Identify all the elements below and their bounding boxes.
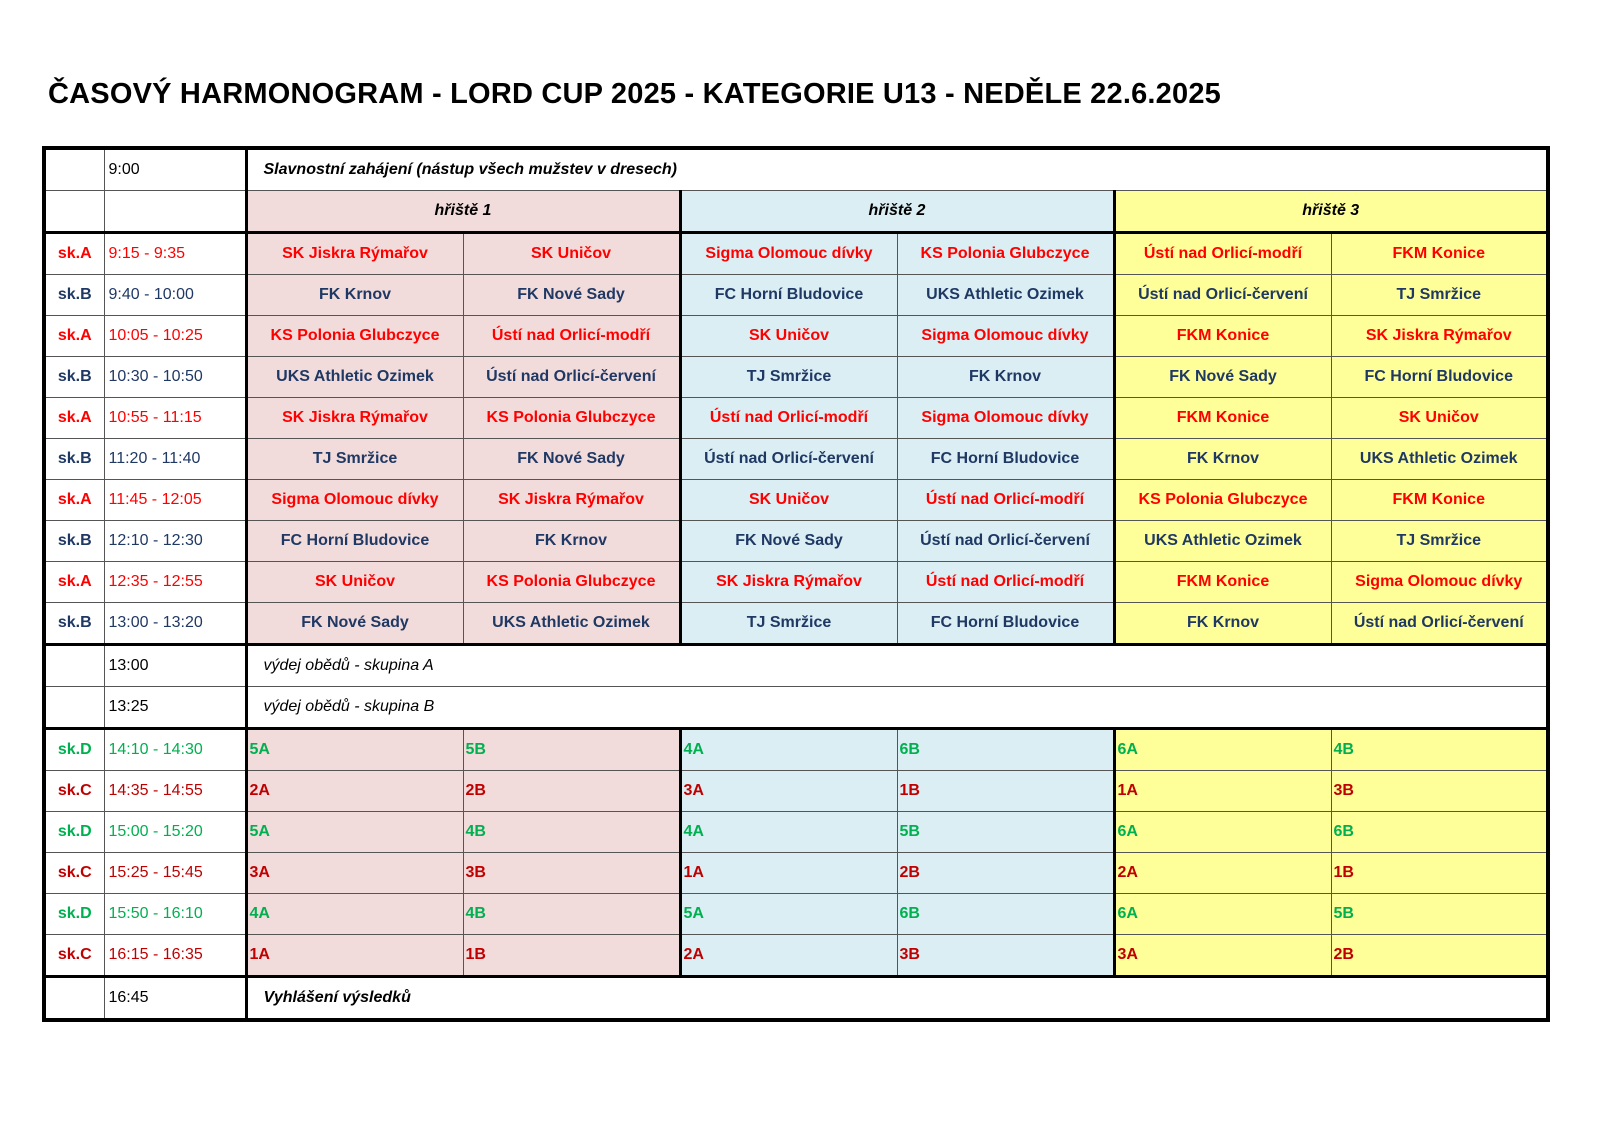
team-cell: FK Krnov <box>1114 603 1331 645</box>
team-cell: SK Uničov <box>680 316 897 357</box>
team-cell: FC Horní Bludovice <box>680 275 897 316</box>
team-cell: KS Polonia Glubczyce <box>897 233 1114 275</box>
slot-cell: 1B <box>1331 853 1548 894</box>
match-time: 15:50 - 16:10 <box>104 894 246 935</box>
team-cell: FC Horní Bludovice <box>1331 357 1548 398</box>
slot-cell: 4B <box>463 812 680 853</box>
field-header-time-cell <box>104 191 246 233</box>
group-label: sk.D <box>44 729 104 771</box>
slot-cell: 5B <box>897 812 1114 853</box>
team-cell: UKS Athletic Ozimek <box>1331 439 1548 480</box>
team-cell: FKM Konice <box>1331 233 1548 275</box>
team-cell: Ústí nad Orlicí-modří <box>897 480 1114 521</box>
field-header-row <box>44 191 1548 233</box>
lunch-group-cell <box>44 687 104 729</box>
group-label: sk.D <box>44 894 104 935</box>
match-time: 15:25 - 15:45 <box>104 853 246 894</box>
team-cell: Ústí nad Orlicí-červení <box>897 521 1114 562</box>
team-cell: UKS Athletic Ozimek <box>463 603 680 645</box>
slot-cell: 5B <box>1331 894 1548 935</box>
lunch-row <box>44 687 1548 729</box>
table-row <box>44 316 1548 357</box>
team-cell: SK Jiskra Rýmařov <box>463 480 680 521</box>
lunch-time: 13:00 <box>104 645 246 687</box>
team-cell: FK Nové Sady <box>680 521 897 562</box>
team-cell: Ústí nad Orlicí-modří <box>680 398 897 439</box>
table-row <box>44 894 1548 935</box>
match-time: 10:30 - 10:50 <box>104 357 246 398</box>
match-time: 14:35 - 14:55 <box>104 771 246 812</box>
team-cell: Ústí nad Orlicí-modří <box>463 316 680 357</box>
match-time: 10:05 - 10:25 <box>104 316 246 357</box>
team-cell: FKM Konice <box>1114 316 1331 357</box>
team-cell: SK Uničov <box>246 562 463 603</box>
team-cell: Sigma Olomouc dívky <box>246 480 463 521</box>
slot-cell: 5A <box>246 812 463 853</box>
match-time: 14:10 - 14:30 <box>104 729 246 771</box>
team-cell: FC Horní Bludovice <box>897 439 1114 480</box>
match-time: 16:15 - 16:35 <box>104 935 246 977</box>
slot-cell: 2B <box>897 853 1114 894</box>
team-cell: FKM Konice <box>1114 562 1331 603</box>
group-label: sk.A <box>44 480 104 521</box>
slot-cell: 2A <box>680 935 897 977</box>
team-cell: FK Krnov <box>463 521 680 562</box>
team-cell: TJ Smržice <box>680 357 897 398</box>
table-row <box>44 233 1548 275</box>
slot-cell: 4A <box>680 729 897 771</box>
page-title: ČASOVÝ HARMONOGRAM - LORD CUP 2025 - KATEGORIE U13 - NEDĚLE 22.6.2025 <box>48 78 1221 110</box>
team-cell: Sigma Olomouc dívky <box>1331 562 1548 603</box>
slot-cell: 2A <box>246 771 463 812</box>
match-time: 9:40 - 10:00 <box>104 275 246 316</box>
team-cell: TJ Smržice <box>1331 521 1548 562</box>
match-time: 12:10 - 12:30 <box>104 521 246 562</box>
team-cell: UKS Athletic Ozimek <box>897 275 1114 316</box>
table-row <box>44 357 1548 398</box>
slot-cell: 4A <box>680 812 897 853</box>
slot-cell: 2B <box>463 771 680 812</box>
team-cell: Ústí nad Orlicí-červení <box>463 357 680 398</box>
team-cell: Ústí nad Orlicí-červení <box>680 439 897 480</box>
table-row <box>44 398 1548 439</box>
closing-group-cell <box>44 977 104 1021</box>
table-row <box>44 771 1548 812</box>
team-cell: SK Jiskra Rýmařov <box>680 562 897 603</box>
slot-cell: 4B <box>1331 729 1548 771</box>
team-cell: FK Nové Sady <box>1114 357 1331 398</box>
group-label: sk.B <box>44 275 104 316</box>
group-label: sk.D <box>44 812 104 853</box>
slot-cell: 1B <box>463 935 680 977</box>
slot-cell: 5A <box>246 729 463 771</box>
slot-cell: 3A <box>246 853 463 894</box>
match-time: 9:15 - 9:35 <box>104 233 246 275</box>
schedule-table <box>42 146 1550 1022</box>
team-cell: TJ Smržice <box>246 439 463 480</box>
team-cell: SK Uničov <box>1331 398 1548 439</box>
team-cell: Ústí nad Orlicí-modří <box>897 562 1114 603</box>
slot-cell: 5A <box>680 894 897 935</box>
lunch-time: 13:25 <box>104 687 246 729</box>
team-cell: TJ Smržice <box>680 603 897 645</box>
table-row <box>44 729 1548 771</box>
lunch-group-cell <box>44 645 104 687</box>
group-label: sk.B <box>44 521 104 562</box>
team-cell: Ústí nad Orlicí-modří <box>1114 233 1331 275</box>
slot-cell: 5B <box>463 729 680 771</box>
slot-cell: 1B <box>897 771 1114 812</box>
team-cell: SK Jiskra Rýmařov <box>246 398 463 439</box>
team-cell: Sigma Olomouc dívky <box>897 398 1114 439</box>
slot-cell: 6B <box>897 729 1114 771</box>
slot-cell: 3A <box>1114 935 1331 977</box>
team-cell: FK Krnov <box>1114 439 1331 480</box>
group-label: sk.A <box>44 316 104 357</box>
table-row <box>44 562 1548 603</box>
opening-time: 9:00 <box>104 148 246 191</box>
group-label: sk.A <box>44 233 104 275</box>
lunch-text: výdej obědů - skupina A <box>246 645 1548 687</box>
slot-cell: 2B <box>1331 935 1548 977</box>
table-row <box>44 275 1548 316</box>
table-row <box>44 439 1548 480</box>
match-time: 15:00 - 15:20 <box>104 812 246 853</box>
team-cell: FK Krnov <box>897 357 1114 398</box>
team-cell: KS Polonia Glubczyce <box>463 562 680 603</box>
team-cell: FC Horní Bludovice <box>246 521 463 562</box>
opening-group-cell <box>44 148 104 191</box>
table-row <box>44 812 1548 853</box>
slot-cell: 6A <box>1114 729 1331 771</box>
team-cell: Sigma Olomouc dívky <box>897 316 1114 357</box>
slot-cell: 6B <box>897 894 1114 935</box>
team-cell: FC Horní Bludovice <box>897 603 1114 645</box>
team-cell: FK Nové Sady <box>246 603 463 645</box>
team-cell: TJ Smržice <box>1331 275 1548 316</box>
slot-cell: 6A <box>1114 812 1331 853</box>
team-cell: SK Jiskra Rýmařov <box>1331 316 1548 357</box>
match-time: 12:35 - 12:55 <box>104 562 246 603</box>
group-label: sk.C <box>44 935 104 977</box>
table-row <box>44 521 1548 562</box>
team-cell: KS Polonia Glubczyce <box>463 398 680 439</box>
closing-time: 16:45 <box>104 977 246 1021</box>
slot-cell: 3A <box>680 771 897 812</box>
table-row <box>44 853 1548 894</box>
slot-cell: 6A <box>1114 894 1331 935</box>
slot-cell: 1A <box>1114 771 1331 812</box>
team-cell: UKS Athletic Ozimek <box>246 357 463 398</box>
team-cell: FKM Konice <box>1114 398 1331 439</box>
team-cell: FKM Konice <box>1331 480 1548 521</box>
lunch-text: výdej obědů - skupina B <box>246 687 1548 729</box>
table-row <box>44 603 1548 645</box>
group-label: sk.A <box>44 398 104 439</box>
match-time: 11:20 - 11:40 <box>104 439 246 480</box>
team-cell: Ústí nad Orlicí-červení <box>1114 275 1331 316</box>
closing-text: Vyhlášení výsledků <box>246 977 1548 1021</box>
group-label: sk.B <box>44 357 104 398</box>
slot-cell: 3B <box>463 853 680 894</box>
slot-cell: 4A <box>246 894 463 935</box>
team-cell: SK Uničov <box>680 480 897 521</box>
table-row <box>44 480 1548 521</box>
team-cell: FK Krnov <box>246 275 463 316</box>
opening-row <box>44 148 1548 191</box>
team-cell: KS Polonia Glubczyce <box>246 316 463 357</box>
group-label: sk.A <box>44 562 104 603</box>
lunch-row <box>44 645 1548 687</box>
group-label: sk.B <box>44 603 104 645</box>
field-2-header: hřiště 2 <box>680 191 1114 233</box>
team-cell: SK Uničov <box>463 233 680 275</box>
slot-cell: 1A <box>680 853 897 894</box>
team-cell: Sigma Olomouc dívky <box>680 233 897 275</box>
match-time: 11:45 - 12:05 <box>104 480 246 521</box>
slot-cell: 4B <box>463 894 680 935</box>
group-label: sk.C <box>44 853 104 894</box>
team-cell: FK Nové Sady <box>463 439 680 480</box>
opening-text: Slavnostní zahájení (nástup všech mužstev v dresech) <box>246 148 1548 191</box>
group-label: sk.B <box>44 439 104 480</box>
team-cell: Ústí nad Orlicí-červení <box>1331 603 1548 645</box>
field-3-header: hřiště 3 <box>1114 191 1548 233</box>
match-time: 13:00 - 13:20 <box>104 603 246 645</box>
team-cell: UKS Athletic Ozimek <box>1114 521 1331 562</box>
team-cell: SK Jiskra Rýmařov <box>246 233 463 275</box>
closing-row <box>44 977 1548 1021</box>
slot-cell: 6B <box>1331 812 1548 853</box>
slot-cell: 3B <box>1331 771 1548 812</box>
slot-cell: 3B <box>897 935 1114 977</box>
group-label: sk.C <box>44 771 104 812</box>
table-row <box>44 935 1548 977</box>
slot-cell: 1A <box>246 935 463 977</box>
match-time: 10:55 - 11:15 <box>104 398 246 439</box>
field-header-group-cell <box>44 191 104 233</box>
field-1-header: hřiště 1 <box>246 191 680 233</box>
team-cell: KS Polonia Glubczyce <box>1114 480 1331 521</box>
slot-cell: 2A <box>1114 853 1331 894</box>
team-cell: FK Nové Sady <box>463 275 680 316</box>
